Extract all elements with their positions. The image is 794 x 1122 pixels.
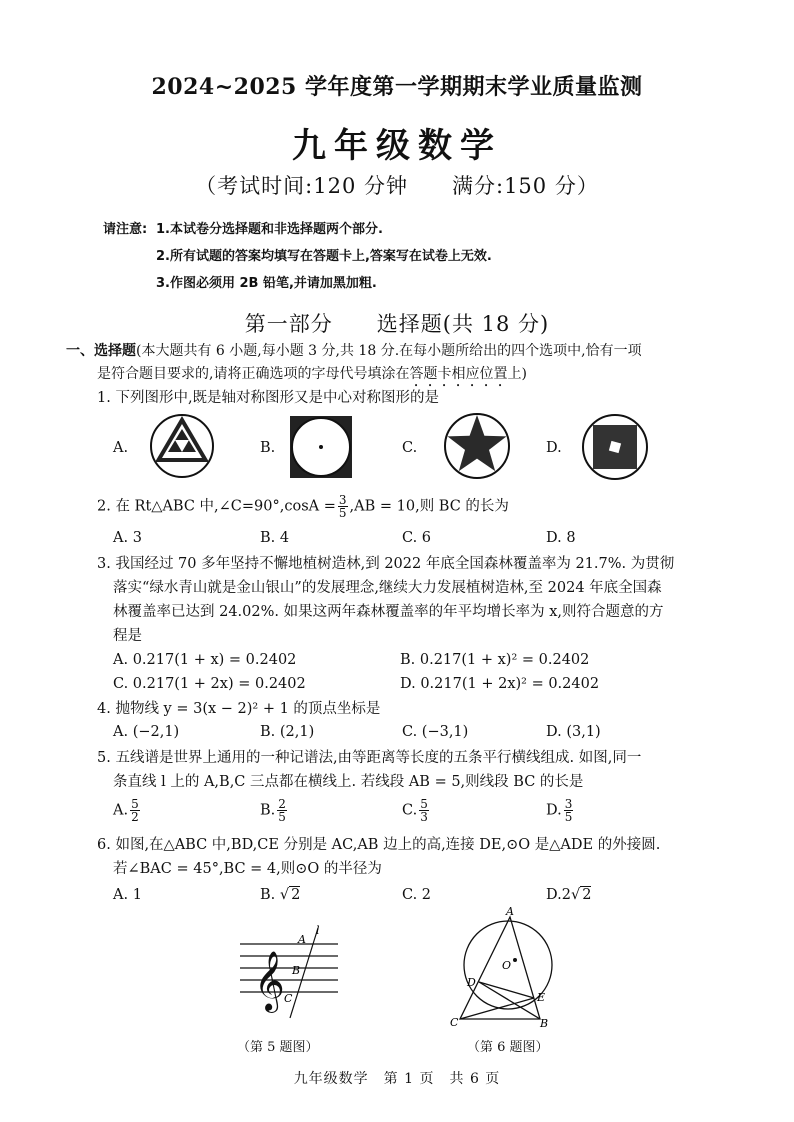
subject-title: 九年级数学 [292, 126, 502, 166]
part-title: 第一部分 选择题(共 18 分) [244, 312, 550, 336]
q6-option-a: A. 1 [113, 887, 142, 903]
fig6-geometry-diagram [448, 905, 558, 1029]
fig6-label-o: O [502, 959, 512, 972]
q1-figure-a [148, 412, 216, 480]
q5-option-c: C. $\frac{5}{3}$ [402, 797, 428, 824]
q2-option-b: B. 4 [260, 530, 290, 546]
fig6-label-d: D [467, 976, 476, 989]
q5-line-1: 5. 五线谱是世界上通用的一种记谱法,由等距离等长度的五条平行横线组成. 如图,同一 [97, 750, 642, 766]
q1-label-d: D. [546, 440, 562, 456]
notice-item-3: 3.作图必须用 2B 铅笔,并请加黑加粗. [156, 276, 377, 291]
fig6-label-b: B [540, 1017, 549, 1029]
q4-option-c: C. (−3,1) [402, 724, 469, 740]
q1-figure-c [441, 410, 513, 482]
fig6-label-c: C [450, 1016, 459, 1029]
page-footer: 九年级数学 第 1 页 共 6 页 [293, 1071, 501, 1087]
q2-option-a: A. 3 [113, 530, 142, 546]
q3-line-4: 程是 [113, 628, 142, 644]
q1-figure-d [580, 412, 650, 482]
q3-option-c: C. 0.217(1 + 2x) = 0.2402 [113, 676, 306, 692]
q5-option-a: A. $\frac{5}{2}$ [113, 797, 139, 824]
q1-label-b: B. [260, 440, 276, 456]
section-description-2: 是符合题目要求的,请将正确选项的字母代号填涂在答题卡相应位置上) [97, 366, 527, 382]
q4-stem: 4. 抛物线 y = 3(x − 2)² + 1 的顶点坐标是 [97, 701, 381, 717]
q3-line-3: 林覆盖率已达到 24.02%. 如果这两年森林覆盖率的年平均增长率为 x,则符合题意的方 [113, 604, 664, 620]
fig5-label-c: C [284, 992, 293, 1005]
q4-option-b: B. (2,1) [260, 724, 315, 740]
q3-line-2: 落实“绿水青山就是金山银山”的发展理念,继续大力发展植树造林,至 2024 年底全国森 [113, 580, 662, 596]
treble-clef-icon: 𝄞 [254, 951, 285, 1011]
notice-item-1: 1.本试卷分选择题和非选择题两个部分. [156, 222, 383, 237]
fig6-label-a: A [506, 905, 514, 918]
q2-fraction: $\frac{3}{5}$ [338, 493, 347, 520]
q6-line-1: 6. 如图,在△ABC 中,BD,CE 分别是 AC,AB 边上的高,连接 DE,⊙O 是△ADE 的外接圆. [97, 837, 661, 853]
section-description: 一、选择题(本大题共有 6 小题,每小题 3 分,共 18 分.在每小题所给出的四个选项中,恰有一项 [66, 343, 642, 359]
q2-stem: 2. 在 Rt△ABC 中,∠C=90°,cosA = $\frac{3}{5}$ ,AB = 10,则 BC 的长为 [97, 493, 509, 520]
fig5-staff-diagram [228, 922, 348, 1022]
fig6-label-e: E [537, 991, 546, 1004]
q6-option-c: C. 2 [402, 887, 432, 903]
q5-line-2: 条直线 l 上的 A,B,C 三点都在横线上. 若线段 AB = 5,则线段 BC 的长是 [113, 774, 584, 790]
notice-label: 请注意: [103, 222, 148, 237]
q2-option-c: C. 6 [402, 530, 432, 546]
fig5-label-b: B [292, 964, 301, 977]
q6-option-d: D.2√ 2 [546, 887, 592, 903]
q3-option-b: B. 0.217(1 + x)² = 0.2402 [400, 652, 590, 668]
fig5-caption: （第 5 题图） [237, 1040, 319, 1055]
q3-option-a: A. 0.217(1 + x) = 0.2402 [113, 652, 297, 668]
notice-item-2: 2.所有试题的答案均填写在答题卡上,答案写在试卷上无效. [156, 249, 492, 264]
exam-title: 2024~2025 学年度第一学期期末学业质量监测 [151, 74, 643, 100]
q5-option-d: D. $\frac{3}{5}$ [546, 797, 573, 824]
q1-stem: 1. 下列图形中,既是轴对称图形又是中心对称图形的是 [97, 390, 440, 406]
section-label: 一、选择题 [66, 343, 136, 359]
exam-time-info: （考试时间:120 分钟 满分:150 分） [195, 174, 599, 198]
fig5-label-a: A [298, 933, 306, 946]
q3-option-d: D. 0.217(1 + 2x)² = 0.2402 [400, 676, 600, 692]
fig6-caption: （第 6 题图） [467, 1040, 549, 1055]
q2-option-d: D. 8 [546, 530, 576, 546]
q1-figure-b [286, 412, 356, 482]
q4-option-d: D. (3,1) [546, 724, 601, 740]
q1-label-c: C. [402, 440, 418, 456]
q1-label-a: A. [113, 440, 129, 456]
fig5-label-l: l [316, 924, 320, 937]
answer-card-position: 答题卡相应位置 [409, 366, 508, 382]
q5-option-b: B. $\frac{2}{5}$ [260, 797, 286, 824]
q4-option-a: A. (−2,1) [113, 724, 180, 740]
q6-option-b: B. √ 2 [260, 887, 301, 903]
q6-line-2: 若∠BAC = 45°,BC = 4,则⊙O 的半径为 [113, 861, 382, 877]
q3-line-1: 3. 我国经过 70 多年坚持不懈地植树造林,到 2022 年底全国森林覆盖率为 21.7%. 为贯彻 [97, 556, 675, 572]
